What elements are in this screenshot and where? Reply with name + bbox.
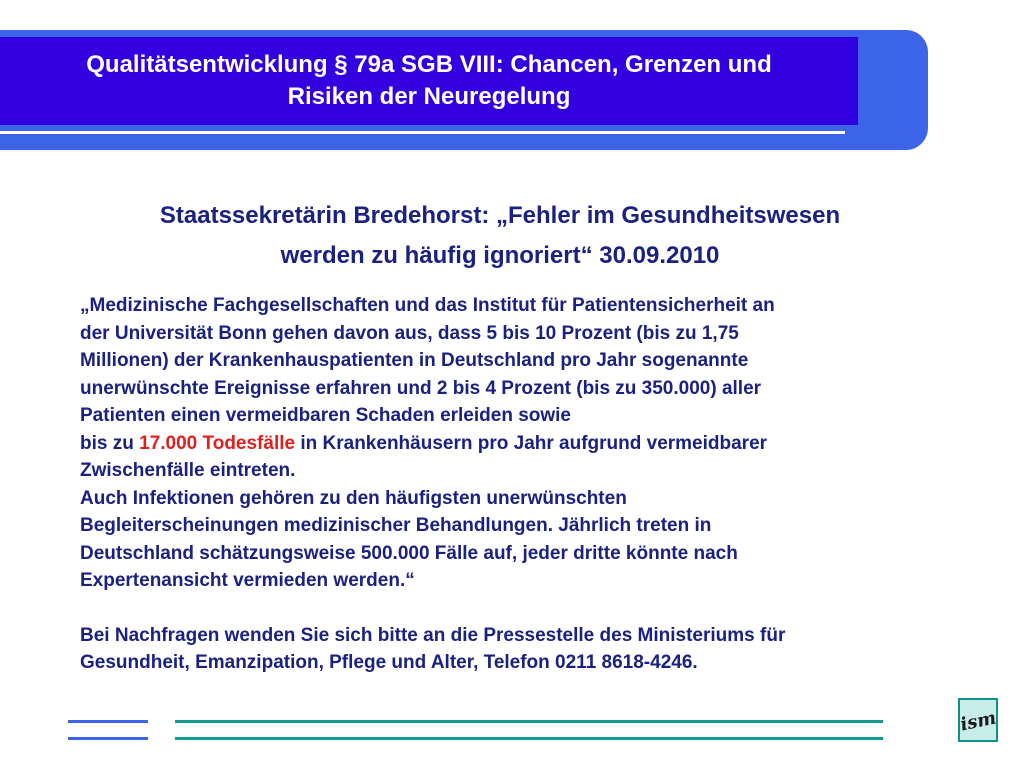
footer-line-blue-top xyxy=(68,720,148,723)
logo-text: ism xyxy=(958,707,998,736)
body-line: Millionen) der Krankenhauspatienten in Deutschland pro Jahr sogenannte xyxy=(80,350,749,371)
contact-line: Gesundheit, Emanzipation, Pflege und Alter, Telefon 0211 8618-4246. xyxy=(80,652,698,673)
body-line: Patienten einen vermeidbaren Schaden erleiden sowie xyxy=(80,405,572,426)
subtitle-line-1: Staatssekretärin Bredehorst: „Fehler im Gesundheitswesen xyxy=(159,202,841,229)
contact-line: Bei Nachfragen wenden Sie sich bitte an die Pressestelle des Ministeriums für xyxy=(80,624,786,646)
body-line: der Universität Bonn gehen davon aus, dass 5 bis 10 Prozent (bis zu 1,75 xyxy=(80,322,739,344)
highlight-prefix: bis zu xyxy=(80,432,140,454)
quote-body xyxy=(80,292,960,677)
footer-line-teal-bottom xyxy=(175,737,883,740)
body-line: Deutschland schätzungsweise 500.000 Fälle auf, jeder dritte könnte nach xyxy=(80,542,738,564)
body-line: „Medizinische Fachgesellschaften und das Institut für Patientensicherheit an xyxy=(80,295,775,316)
page-title-line-1: Qualitätsentwicklung § 79a SGB VIII: Chancen, Grenzen und xyxy=(86,51,772,78)
header-title-box xyxy=(0,37,858,125)
body-line: unerwünschte Ereignisse erfahren und 2 bis 4 Prozent (bis zu 350.000) aller xyxy=(80,377,762,399)
ism-logo xyxy=(958,698,998,742)
footer-line-teal-top xyxy=(175,720,883,723)
subtitle-line-2: werden zu häufig ignoriert“ 30.09.2010 xyxy=(280,242,720,269)
page-title-line-2: Risiken der Neuregelung xyxy=(287,83,571,110)
footer-line-blue-bottom xyxy=(68,737,148,740)
body-line: Zwischenfälle eintreten. xyxy=(80,460,296,481)
slide-subtitle xyxy=(70,196,930,276)
body-line: Begleiterscheinungen medizinischer Behandlungen. Jährlich treten in xyxy=(80,515,712,536)
paragraph-gap xyxy=(80,595,960,622)
body-line-highlight xyxy=(80,430,960,458)
highlight-suffix: in Krankenhäusern pro Jahr aufgrund vermeidbarer xyxy=(295,432,768,454)
header-underline xyxy=(0,131,845,134)
body-line: Expertenansicht vermieden werden.“ xyxy=(80,570,415,591)
body-line: Auch Infektionen gehören zu den häufigsten unerwünschten xyxy=(80,487,627,509)
highlight-deaths: 17.000 Todesfälle xyxy=(139,432,296,454)
